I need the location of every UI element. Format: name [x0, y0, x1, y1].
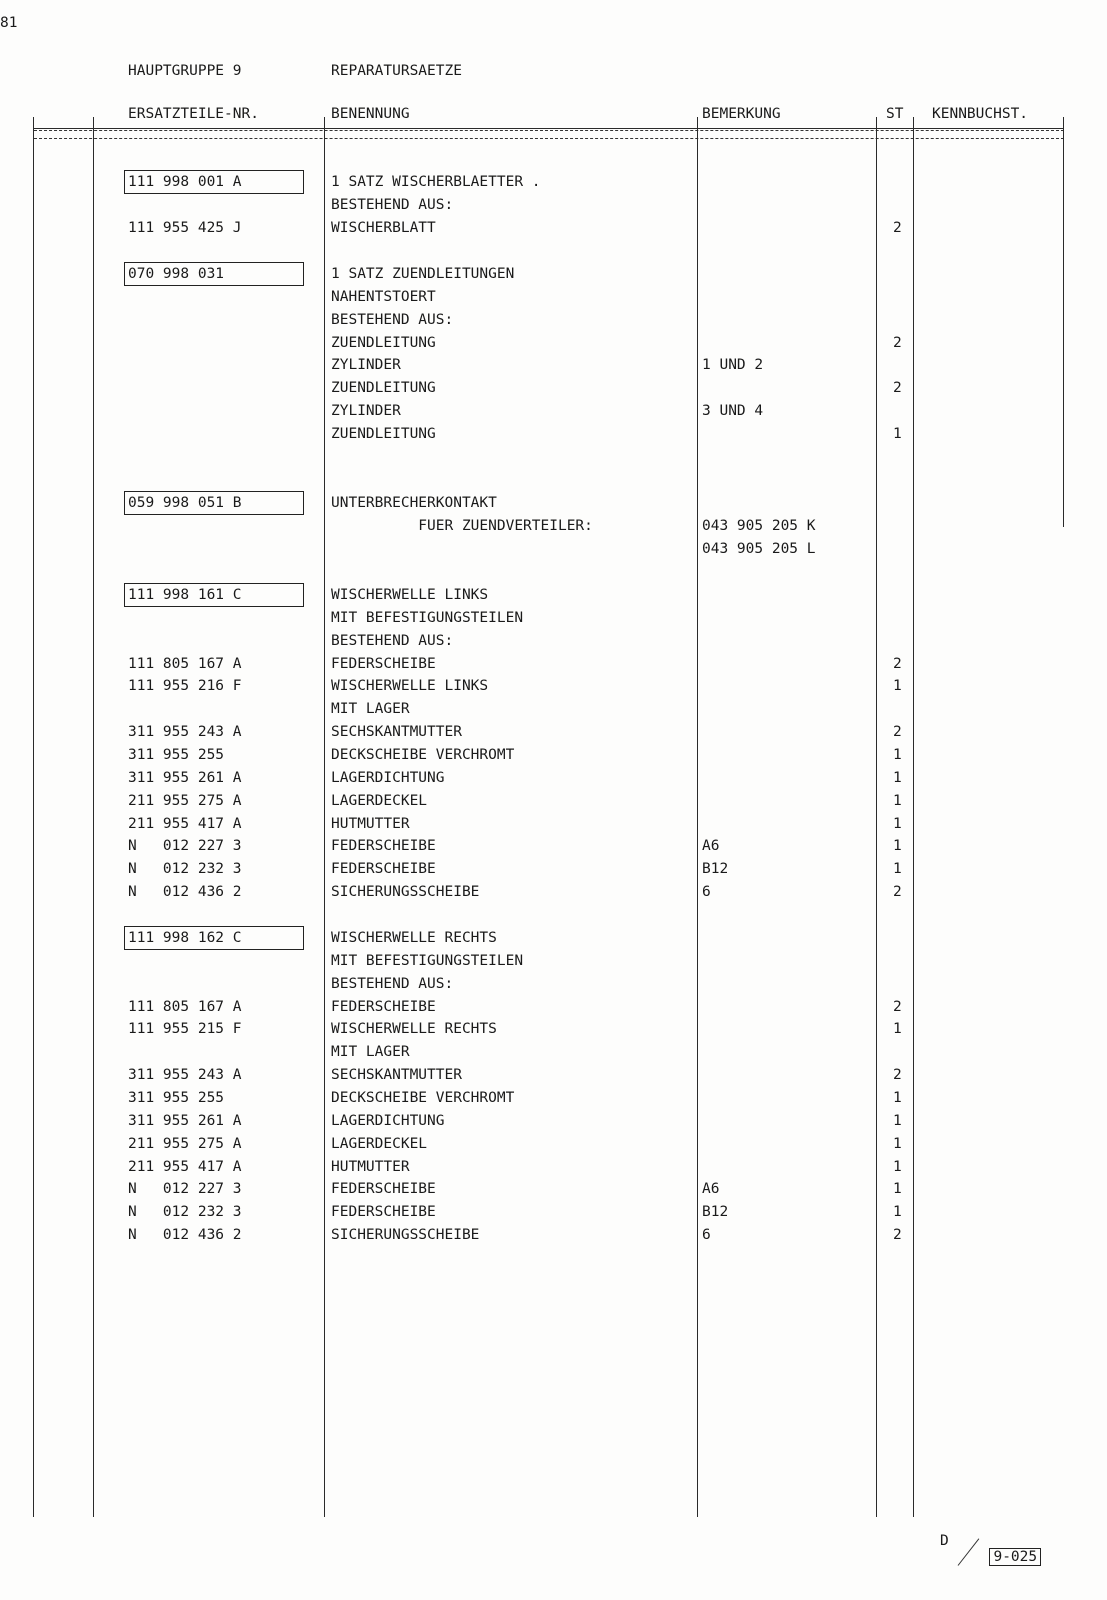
- part-quantity: 2: [893, 220, 902, 236]
- part-number: 111 805 167 A: [128, 999, 242, 1015]
- column-divider: [697, 117, 698, 1517]
- part-number: 311 955 261 A: [128, 770, 242, 786]
- part-remark: 6: [702, 884, 711, 900]
- part-quantity: 2: [893, 1227, 902, 1243]
- part-name: LAGERDECKEL: [331, 1136, 428, 1152]
- part-number: 211 955 275 A: [128, 1136, 242, 1152]
- part-remark: 043 905 205 K: [702, 518, 816, 534]
- part-name: LAGERDICHTUNG: [331, 1113, 445, 1129]
- part-quantity: 1: [893, 1159, 902, 1175]
- part-name: 1 SATZ WISCHERBLAETTER .: [331, 174, 541, 190]
- part-number: 211 955 417 A: [128, 816, 242, 832]
- part-name: WISCHERWELLE LINKS: [331, 678, 489, 694]
- part-quantity: 2: [893, 380, 902, 396]
- column-divider: [324, 117, 325, 1517]
- part-name: MIT LAGER: [331, 701, 410, 717]
- part-name: NAHENTSTOERT: [331, 289, 436, 305]
- column-divider: [1063, 117, 1064, 527]
- part-name: ZUENDLEITUNG: [331, 380, 436, 396]
- part-remark: B12: [702, 861, 729, 877]
- part-number: 059 998 051 B: [128, 495, 242, 511]
- part-quantity: 1: [893, 838, 902, 854]
- part-number: 211 955 275 A: [128, 793, 242, 809]
- part-quantity: 2: [893, 724, 902, 740]
- part-name: SECHSKANTMUTTER: [331, 1067, 462, 1083]
- part-quantity: 1: [893, 1113, 902, 1129]
- part-name: ZYLINDER: [331, 357, 401, 373]
- part-remark: B12: [702, 1204, 729, 1220]
- part-name: ZUENDLEITUNG: [331, 335, 436, 351]
- page-number: 81: [0, 15, 18, 31]
- part-name: FEDERSCHEIBE: [331, 1204, 436, 1220]
- part-name: FEDERSCHEIBE: [331, 861, 436, 877]
- part-name: BESTEHEND AUS:: [331, 312, 454, 328]
- part-name: SICHERUNGSSCHEIBE: [331, 1227, 480, 1243]
- part-name: FEDERSCHEIBE: [331, 656, 436, 672]
- column-header-qty: ST: [886, 106, 904, 122]
- part-quantity: 1: [893, 1021, 902, 1037]
- column-divider: [93, 117, 94, 1517]
- part-name: ZYLINDER: [331, 403, 401, 419]
- group-label: HAUPTGRUPPE 9: [128, 63, 242, 79]
- column-divider: [33, 117, 34, 1517]
- part-name: SICHERUNGSSCHEIBE: [331, 884, 480, 900]
- footer-prefix: D: [940, 1533, 949, 1549]
- part-name: BESTEHEND AUS:: [331, 976, 454, 992]
- part-name: MIT BEFESTIGUNGSTEILEN: [331, 610, 524, 626]
- part-name: FEDERSCHEIBE: [331, 1181, 436, 1197]
- part-number: 311 955 255: [128, 1090, 225, 1106]
- footer-page-code: [972, 1530, 1041, 1566]
- group-title: REPARATURSAETZE: [331, 63, 462, 79]
- part-number: 111 998 162 C: [128, 930, 242, 946]
- part-quantity: 1: [893, 1181, 902, 1197]
- part-name: LAGERDECKEL: [331, 793, 428, 809]
- part-number: 311 955 243 A: [128, 724, 242, 740]
- part-quantity: 1: [893, 1204, 902, 1220]
- part-name: FEDERSCHEIBE: [331, 838, 436, 854]
- part-remark: A6: [702, 838, 720, 854]
- footer-page-code-box: 9-025: [989, 1548, 1041, 1566]
- part-number: N 012 227 3: [128, 838, 242, 854]
- part-number: 111 955 216 F: [128, 678, 242, 694]
- part-name: FEDERSCHEIBE: [331, 999, 436, 1015]
- part-quantity: 2: [893, 884, 902, 900]
- part-quantity: 1: [893, 816, 902, 832]
- part-name: FUER ZUENDVERTEILER:: [331, 518, 593, 534]
- part-number: N 012 436 2: [128, 1227, 242, 1243]
- part-quantity: 1: [893, 793, 902, 809]
- part-quantity: 1: [893, 426, 902, 442]
- column-header-code: KENNBUCHST.: [932, 106, 1029, 122]
- part-number: 111 998 001 A: [128, 174, 242, 190]
- part-number: 070 998 031: [128, 266, 225, 282]
- part-name: WISCHERWELLE RECHTS: [331, 930, 497, 946]
- part-name: WISCHERWELLE RECHTS: [331, 1021, 497, 1037]
- part-number: N 012 232 3: [128, 1204, 242, 1220]
- part-name: 1 SATZ ZUENDLEITUNGEN: [331, 266, 515, 282]
- part-quantity: 1: [893, 861, 902, 877]
- part-remark: 043 905 205 L: [702, 541, 816, 557]
- part-remark: 1 UND 2: [702, 357, 764, 373]
- part-name: WISCHERWELLE LINKS: [331, 587, 489, 603]
- part-name: BESTEHEND AUS:: [331, 633, 454, 649]
- header-double-dashed-rule: [34, 130, 1064, 139]
- part-name: SECHSKANTMUTTER: [331, 724, 462, 740]
- part-number: 311 955 255: [128, 747, 225, 763]
- column-header-remark: BEMERKUNG: [702, 106, 781, 122]
- part-number: N 012 227 3: [128, 1181, 242, 1197]
- column-header-name: BENENNUNG: [331, 106, 410, 122]
- part-remark: 3 UND 4: [702, 403, 764, 419]
- part-name: HUTMUTTER: [331, 1159, 410, 1175]
- part-quantity: 2: [893, 335, 902, 351]
- part-number: N 012 436 2: [128, 884, 242, 900]
- part-name: MIT LAGER: [331, 1044, 410, 1060]
- part-number: 111 805 167 A: [128, 656, 242, 672]
- part-number: 111 998 161 C: [128, 587, 242, 603]
- part-name: ZUENDLEITUNG: [331, 426, 436, 442]
- part-number: 211 955 417 A: [128, 1159, 242, 1175]
- part-quantity: 2: [893, 999, 902, 1015]
- part-name: HUTMUTTER: [331, 816, 410, 832]
- part-quantity: 2: [893, 1067, 902, 1083]
- part-quantity: 2: [893, 656, 902, 672]
- part-name: DECKSCHEIBE VERCHROMT: [331, 1090, 515, 1106]
- part-quantity: 1: [893, 770, 902, 786]
- part-name: UNTERBRECHERKONTAKT: [331, 495, 497, 511]
- part-number: 311 955 261 A: [128, 1113, 242, 1129]
- part-name: WISCHERBLATT: [331, 220, 436, 236]
- part-remark: A6: [702, 1181, 720, 1197]
- part-quantity: 1: [893, 1136, 902, 1152]
- part-name: DECKSCHEIBE VERCHROMT: [331, 747, 515, 763]
- header-rule: [34, 128, 1064, 129]
- part-quantity: 1: [893, 1090, 902, 1106]
- part-number: N 012 232 3: [128, 861, 242, 877]
- part-quantity: 1: [893, 747, 902, 763]
- part-name: LAGERDICHTUNG: [331, 770, 445, 786]
- column-header-part-no: ERSATZTEILE-NR.: [128, 106, 259, 122]
- column-divider: [876, 117, 877, 1517]
- part-number: 111 955 425 J: [128, 220, 242, 236]
- part-number: 111 955 215 F: [128, 1021, 242, 1037]
- part-name: BESTEHEND AUS:: [331, 197, 454, 213]
- part-remark: 6: [702, 1227, 711, 1243]
- part-name: MIT BEFESTIGUNGSTEILEN: [331, 953, 524, 969]
- part-quantity: 1: [893, 678, 902, 694]
- part-number: 311 955 243 A: [128, 1067, 242, 1083]
- column-divider: [913, 117, 914, 1517]
